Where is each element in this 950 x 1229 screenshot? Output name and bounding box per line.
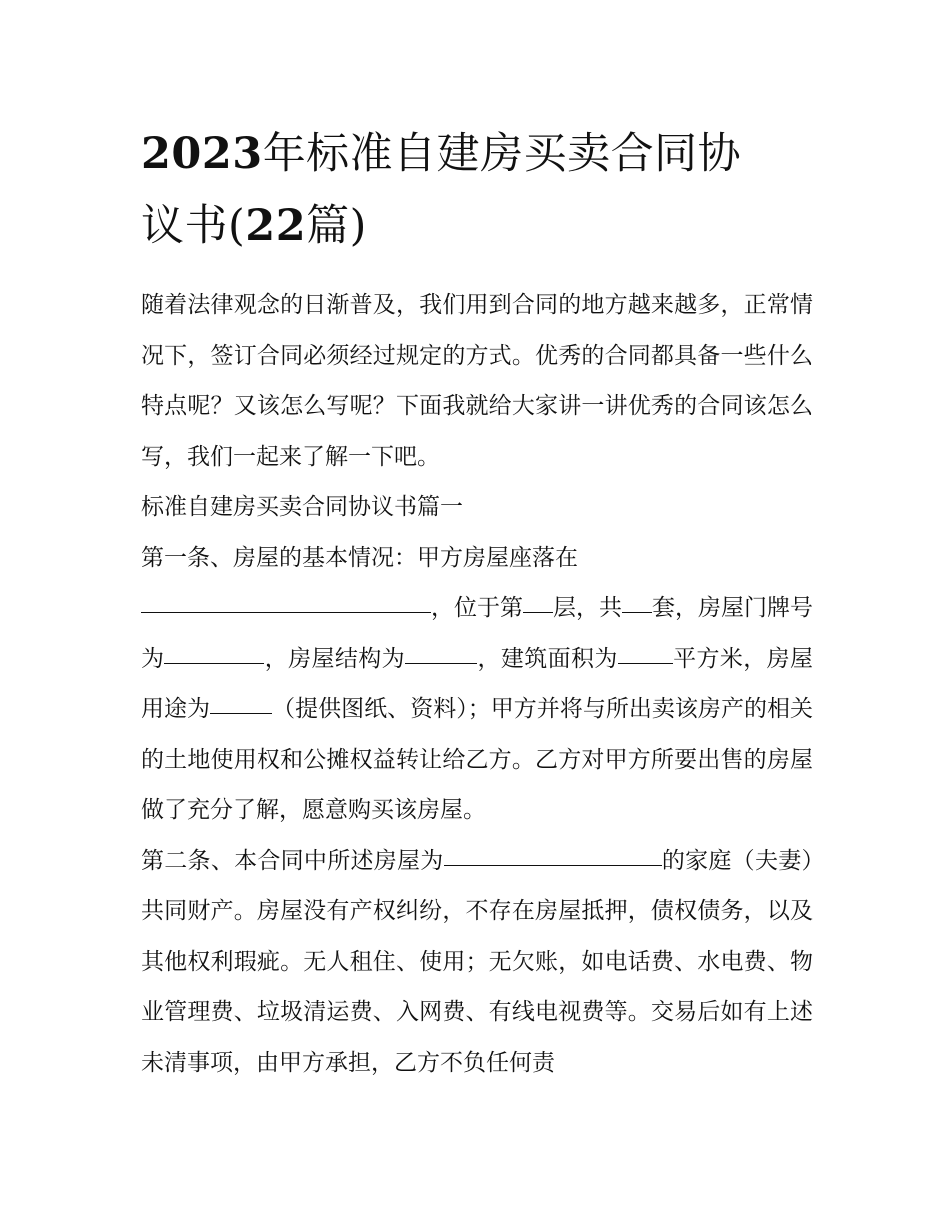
blank-floor xyxy=(523,588,553,613)
article-1-text-h: （提供图纸、资料）；甲方并将与所出卖该房产的相关的土地使用权和公摊权益转让给乙方。乙方对甲方所要出售的房屋做了充分了解，愿意购买该房屋。 xyxy=(141,696,814,823)
article-1-text-b: ，位于第 xyxy=(431,595,523,621)
article-2-text-a: 第二条、本合同中所述房屋为 xyxy=(141,847,444,874)
title-year: 2023 xyxy=(141,129,263,179)
article-2 xyxy=(141,836,813,1089)
article-1-text-e: ，房屋结构为 xyxy=(264,645,406,672)
article-1-text-a: 第一条、房屋的基本情况：甲方房屋座落在 xyxy=(141,544,578,571)
article-2-text-b: 的家庭（夫妻）共同财产。房屋没有产权纠纷，不存在房屋抵押，债权债务，以及其他权利瑕疵。无人租住、使用；无欠账，如电话费、水电费、物业管理费、垃圾清运费、入网费、有线电视费等。交易后如有上述未清事项，由甲方承担，乙方不负任何责 xyxy=(141,847,814,1076)
section-heading: 标准自建房买卖合同协议书篇一 xyxy=(141,494,463,520)
article-1-text-c: 层，共 xyxy=(553,595,622,621)
blank-structure xyxy=(405,638,477,663)
article-1-text-g: 平方米，房屋用途为 xyxy=(141,645,814,722)
title-line2-a: 议书( xyxy=(141,201,246,251)
blank-owner xyxy=(444,840,662,865)
blank-area xyxy=(618,638,673,663)
blank-address xyxy=(141,588,431,613)
article-1-text-f: ，建筑面积为 xyxy=(477,645,618,672)
blank-door-number xyxy=(164,638,264,663)
document-title xyxy=(141,118,813,262)
title-line1: 年标准自建房买卖合同协 xyxy=(262,129,742,179)
article-1-text-d: 套，房屋门牌号为 xyxy=(141,595,813,672)
article-1 xyxy=(141,533,813,836)
title-line2-b: 篇) xyxy=(306,201,367,251)
blank-units xyxy=(622,588,652,613)
document-page xyxy=(141,118,813,1088)
blank-usage xyxy=(210,689,272,714)
title-count: 22 xyxy=(245,201,307,251)
intro-paragraph: 随着法律观念的日渐普及，我们用到合同的地方越来越多，正常情况下，签订合同必须经过规定的方式。优秀的合同都具备一些什么特点呢？又该怎么写呢？下面我就给大家讲一讲优秀的合同该怎么写，我们一起来了解一下吧。 xyxy=(141,292,813,470)
